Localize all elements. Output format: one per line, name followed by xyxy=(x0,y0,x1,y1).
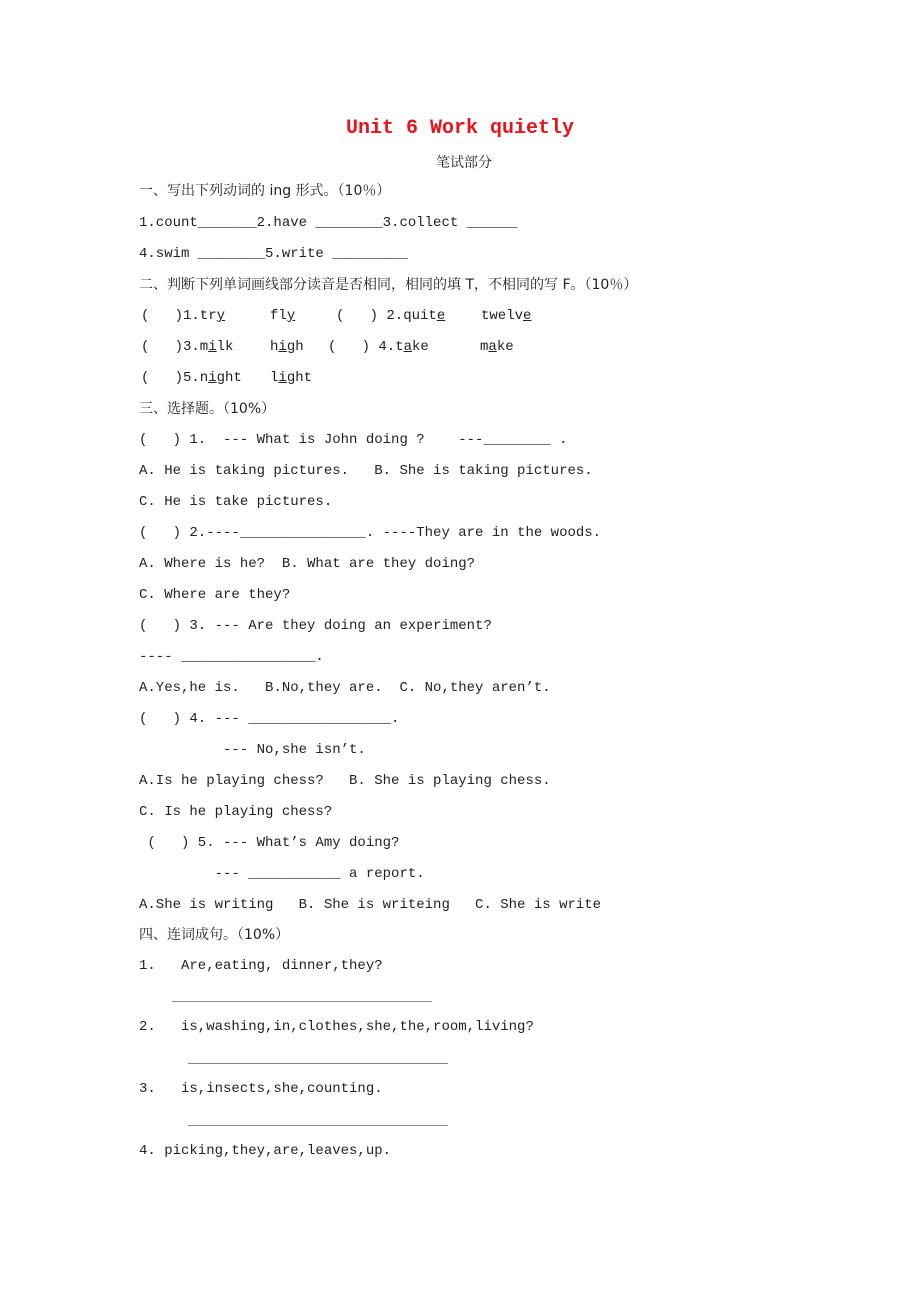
phonics-word xyxy=(336,307,445,325)
section-4-item: 2. is,washing,in,clothes,she,the,room,living? xyxy=(139,1019,534,1035)
word-text: ( ) 2.quit xyxy=(336,308,437,324)
phonics-word xyxy=(270,307,295,325)
page-subtitle: 笔试部分 xyxy=(436,155,492,171)
section-1-line: 4.swim ________5.write _________ xyxy=(139,246,408,262)
word-text: ke xyxy=(412,339,429,355)
word-text: lk xyxy=(216,339,234,355)
page-title: Unit 6 Work quietly xyxy=(345,117,575,140)
question-line: ( ) 5. --- What’s Amy doing? xyxy=(139,835,400,851)
answer-line[interactable] xyxy=(172,1001,432,1002)
underlined-letter: y xyxy=(216,308,226,324)
word-text: fl xyxy=(270,308,287,324)
word-text: ( )3.m xyxy=(141,339,209,355)
underlined-letter: i xyxy=(278,339,287,355)
section-4-item: 3. is,insects,she,counting. xyxy=(139,1081,383,1097)
section-1-heading: 一、写出下列动词的 ing 形式。（10％） xyxy=(139,183,391,199)
question-line: C. Is he playing chess? xyxy=(139,804,333,820)
answer-line[interactable] xyxy=(188,1125,448,1126)
underlined-letter: i xyxy=(278,370,287,386)
question-line: ( ) 1. --- What is John doing ? ---________ . xyxy=(139,432,568,448)
answer-line[interactable] xyxy=(188,1063,448,1064)
phonics-word xyxy=(481,307,531,325)
underlined-letter: i xyxy=(208,370,217,386)
section-4-item: 4. picking,they,are,leaves,up. xyxy=(139,1143,392,1159)
phonics-word xyxy=(480,338,514,356)
question-line: C. Where are they? xyxy=(139,587,291,603)
phonics-word xyxy=(141,369,242,387)
word-text: ght xyxy=(286,370,313,386)
phonics-word xyxy=(141,307,225,325)
word-text: ght xyxy=(216,370,242,386)
question-line: --- ___________ a report. xyxy=(139,866,425,882)
phonics-word xyxy=(328,338,429,356)
question-line: ---- ________________. xyxy=(139,649,324,665)
underlined-letter: y xyxy=(286,308,296,324)
underlined-letter: i xyxy=(208,339,217,355)
word-text: gh xyxy=(286,339,304,355)
underlined-letter: a xyxy=(403,339,413,355)
section-2-heading: 二、判断下列单词画线部分读音是否相同，相同的填 T，不相同的写 F。（10％） xyxy=(139,277,638,293)
question-line: ( ) 2.----_______________. ----They are in the woods. xyxy=(139,525,602,541)
question-line: A.Is he playing chess? B. She is playing chess. xyxy=(139,773,551,789)
question-line: ( ) 4. --- _________________. xyxy=(139,711,400,727)
word-text: ( )1.tr xyxy=(141,308,217,324)
phonics-word xyxy=(270,369,312,387)
question-line: C. He is take pictures. xyxy=(139,494,333,510)
word-text: m xyxy=(480,339,489,355)
question-line: A.Yes,he is. B.No,they are. C. No,they aren’t. xyxy=(139,680,551,696)
word-text: l xyxy=(270,370,279,386)
underlined-letter: e xyxy=(523,308,532,324)
phonics-word xyxy=(270,338,304,356)
phonics-word xyxy=(141,338,233,356)
word-text: ( )5.n xyxy=(141,370,209,386)
word-text: ( ) 4.t xyxy=(328,339,404,355)
question-line: A. He is taking pictures. B. She is taking pictures. xyxy=(139,463,593,479)
section-3-heading: 三、选择题。（10%） xyxy=(139,401,276,417)
section-1-line: 1.count_______2.have ________3.collect ______ xyxy=(139,215,518,231)
question-line: A. Where is he? B. What are they doing? xyxy=(139,556,476,572)
underlined-letter: e xyxy=(436,308,446,324)
question-line: A.She is writing B. She is writeing C. She is write xyxy=(139,897,602,913)
underlined-letter: a xyxy=(488,339,497,355)
word-text: ke xyxy=(496,339,514,355)
section-4-heading: 四、连词成句。（10%） xyxy=(139,927,290,943)
question-line: ( ) 3. --- Are they doing an experiment? xyxy=(139,618,492,634)
section-4-item: 1. Are,eating, dinner,they? xyxy=(139,958,383,974)
word-text: twelv xyxy=(481,308,524,324)
word-text: h xyxy=(270,339,279,355)
question-line: --- No,she isn’t. xyxy=(139,742,366,758)
